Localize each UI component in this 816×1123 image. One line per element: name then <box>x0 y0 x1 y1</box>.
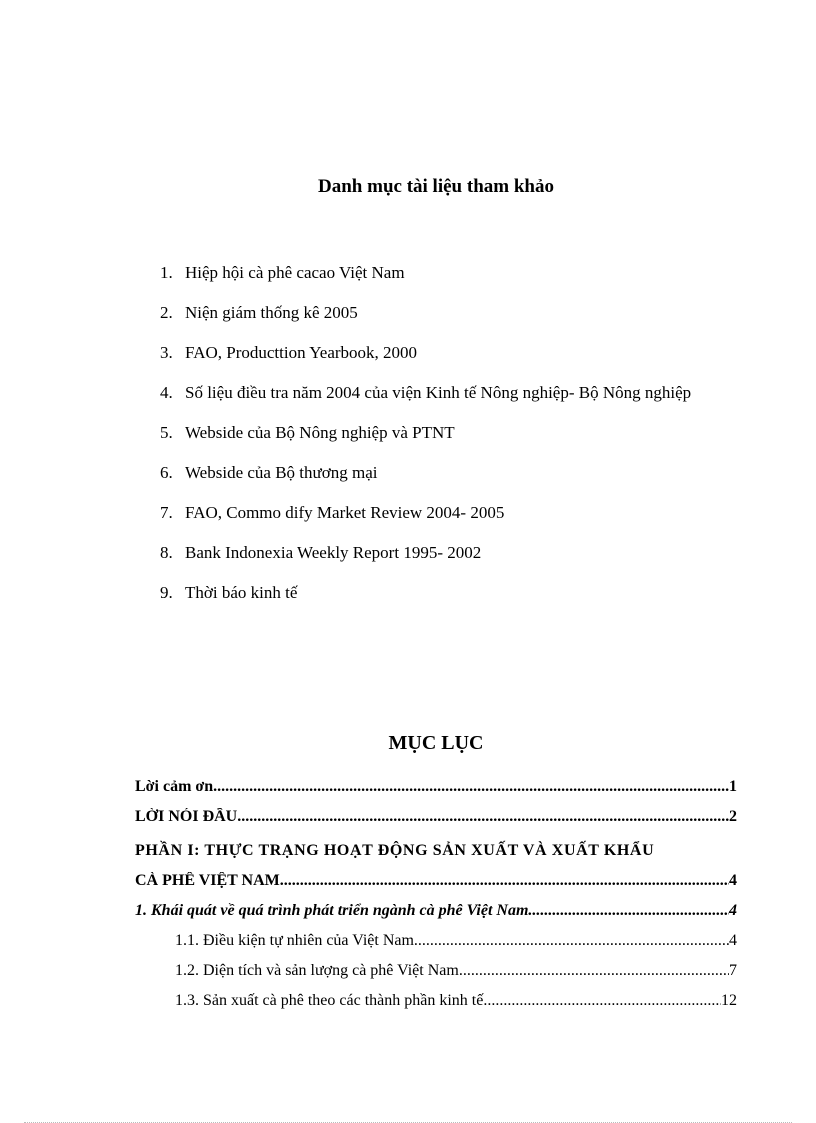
reference-item <box>160 296 720 330</box>
reference-item <box>160 496 720 530</box>
toc-leader-dots <box>528 902 729 920</box>
toc-page-number: 7 <box>729 962 737 979</box>
toc-entry-text: CÀ PHÊ VIỆT NAM <box>135 872 280 889</box>
toc-entry[interactable] <box>135 992 737 1022</box>
toc-leader-dots <box>483 992 721 1010</box>
toc-entry[interactable] <box>135 872 737 902</box>
reference-text: Hiệp hội cà phê cacao Việt Nam <box>185 263 405 282</box>
toc-entry-text: 1.1. Điều kiện tự nhiên của Việt Nam <box>175 932 414 949</box>
references-list <box>160 256 720 616</box>
reference-text: Webside của Bộ Nông nghiệp và PTNT <box>185 423 455 442</box>
reference-number: 3. <box>160 343 173 362</box>
toc-page-number: 4 <box>729 872 737 889</box>
toc-page-number: 4 <box>729 902 737 919</box>
reference-number: 8. <box>160 543 173 562</box>
toc-leader-dots <box>459 962 729 980</box>
toc-page-number: 4 <box>729 932 737 949</box>
reference-item <box>160 376 720 410</box>
toc-leader-dots <box>280 872 729 890</box>
toc-entry-text: LỜI NÓI ĐẦU <box>135 808 238 825</box>
toc-page-number: 12 <box>721 992 737 1009</box>
reference-number: 4. <box>160 383 173 402</box>
toc-entry-text: 1.2. Diện tích và sản lượng cà phê Việt Nam <box>175 962 459 979</box>
reference-item <box>160 336 720 370</box>
table-of-contents <box>135 778 737 1022</box>
reference-item <box>160 256 720 290</box>
reference-text: FAO, Producttion Yearbook, 2000 <box>185 343 418 362</box>
toc-entry[interactable] <box>135 902 737 932</box>
reference-number: 2. <box>160 303 173 322</box>
reference-text: Bank Indonexia Weekly Report 1995- 2002 <box>185 543 482 562</box>
toc-entry-heading-line[interactable]: PHẦN I: THỰC TRẠNG HOẠT ĐỘNG SẢN XUẤT VÀ XUẤT KHẨU <box>135 842 655 859</box>
toc-leader-dots <box>237 808 729 826</box>
reference-number: 1. <box>160 263 173 282</box>
toc-entry-text: 1. Khái quát về quá trình phát triển ngành cà phê Việt Nam <box>135 902 529 919</box>
reference-text: Thời báo kinh tế <box>185 583 298 602</box>
toc-entry-text: Lời cảm ơn <box>135 778 214 795</box>
toc-page-number: 2 <box>729 808 737 825</box>
reference-item <box>160 416 720 450</box>
toc-title: MỤC LỤC <box>388 732 484 754</box>
reference-number: 9. <box>160 583 173 602</box>
toc-leader-dots <box>213 778 729 796</box>
reference-text: Niện giám thống kê 2005 <box>185 303 358 322</box>
reference-number: 5. <box>160 423 173 442</box>
toc-entry-text: 1.3. Sản xuất cà phê theo các thành phần kinh tế <box>175 992 484 1009</box>
reference-number: 6. <box>160 463 173 482</box>
toc-page-number: 1 <box>729 778 737 795</box>
toc-entry[interactable] <box>135 962 737 992</box>
toc-entry[interactable] <box>135 778 737 808</box>
reference-text: Số liệu điều tra năm 2004 của viện Kinh tế Nông nghiệp- Bộ Nông nghiệp <box>185 383 692 402</box>
toc-entry[interactable] <box>135 932 737 962</box>
toc-entry[interactable] <box>135 808 737 838</box>
reference-item <box>160 536 720 570</box>
toc-leader-dots <box>414 932 729 950</box>
reference-number: 7. <box>160 503 173 522</box>
reference-text: Webside của Bộ thương mại <box>185 463 378 482</box>
reference-text: FAO, Commo dify Market Review 2004- 2005 <box>185 503 505 522</box>
reference-item <box>160 576 720 610</box>
references-title: Danh mục tài liệu tham khảo <box>318 176 554 197</box>
reference-item <box>160 456 720 490</box>
